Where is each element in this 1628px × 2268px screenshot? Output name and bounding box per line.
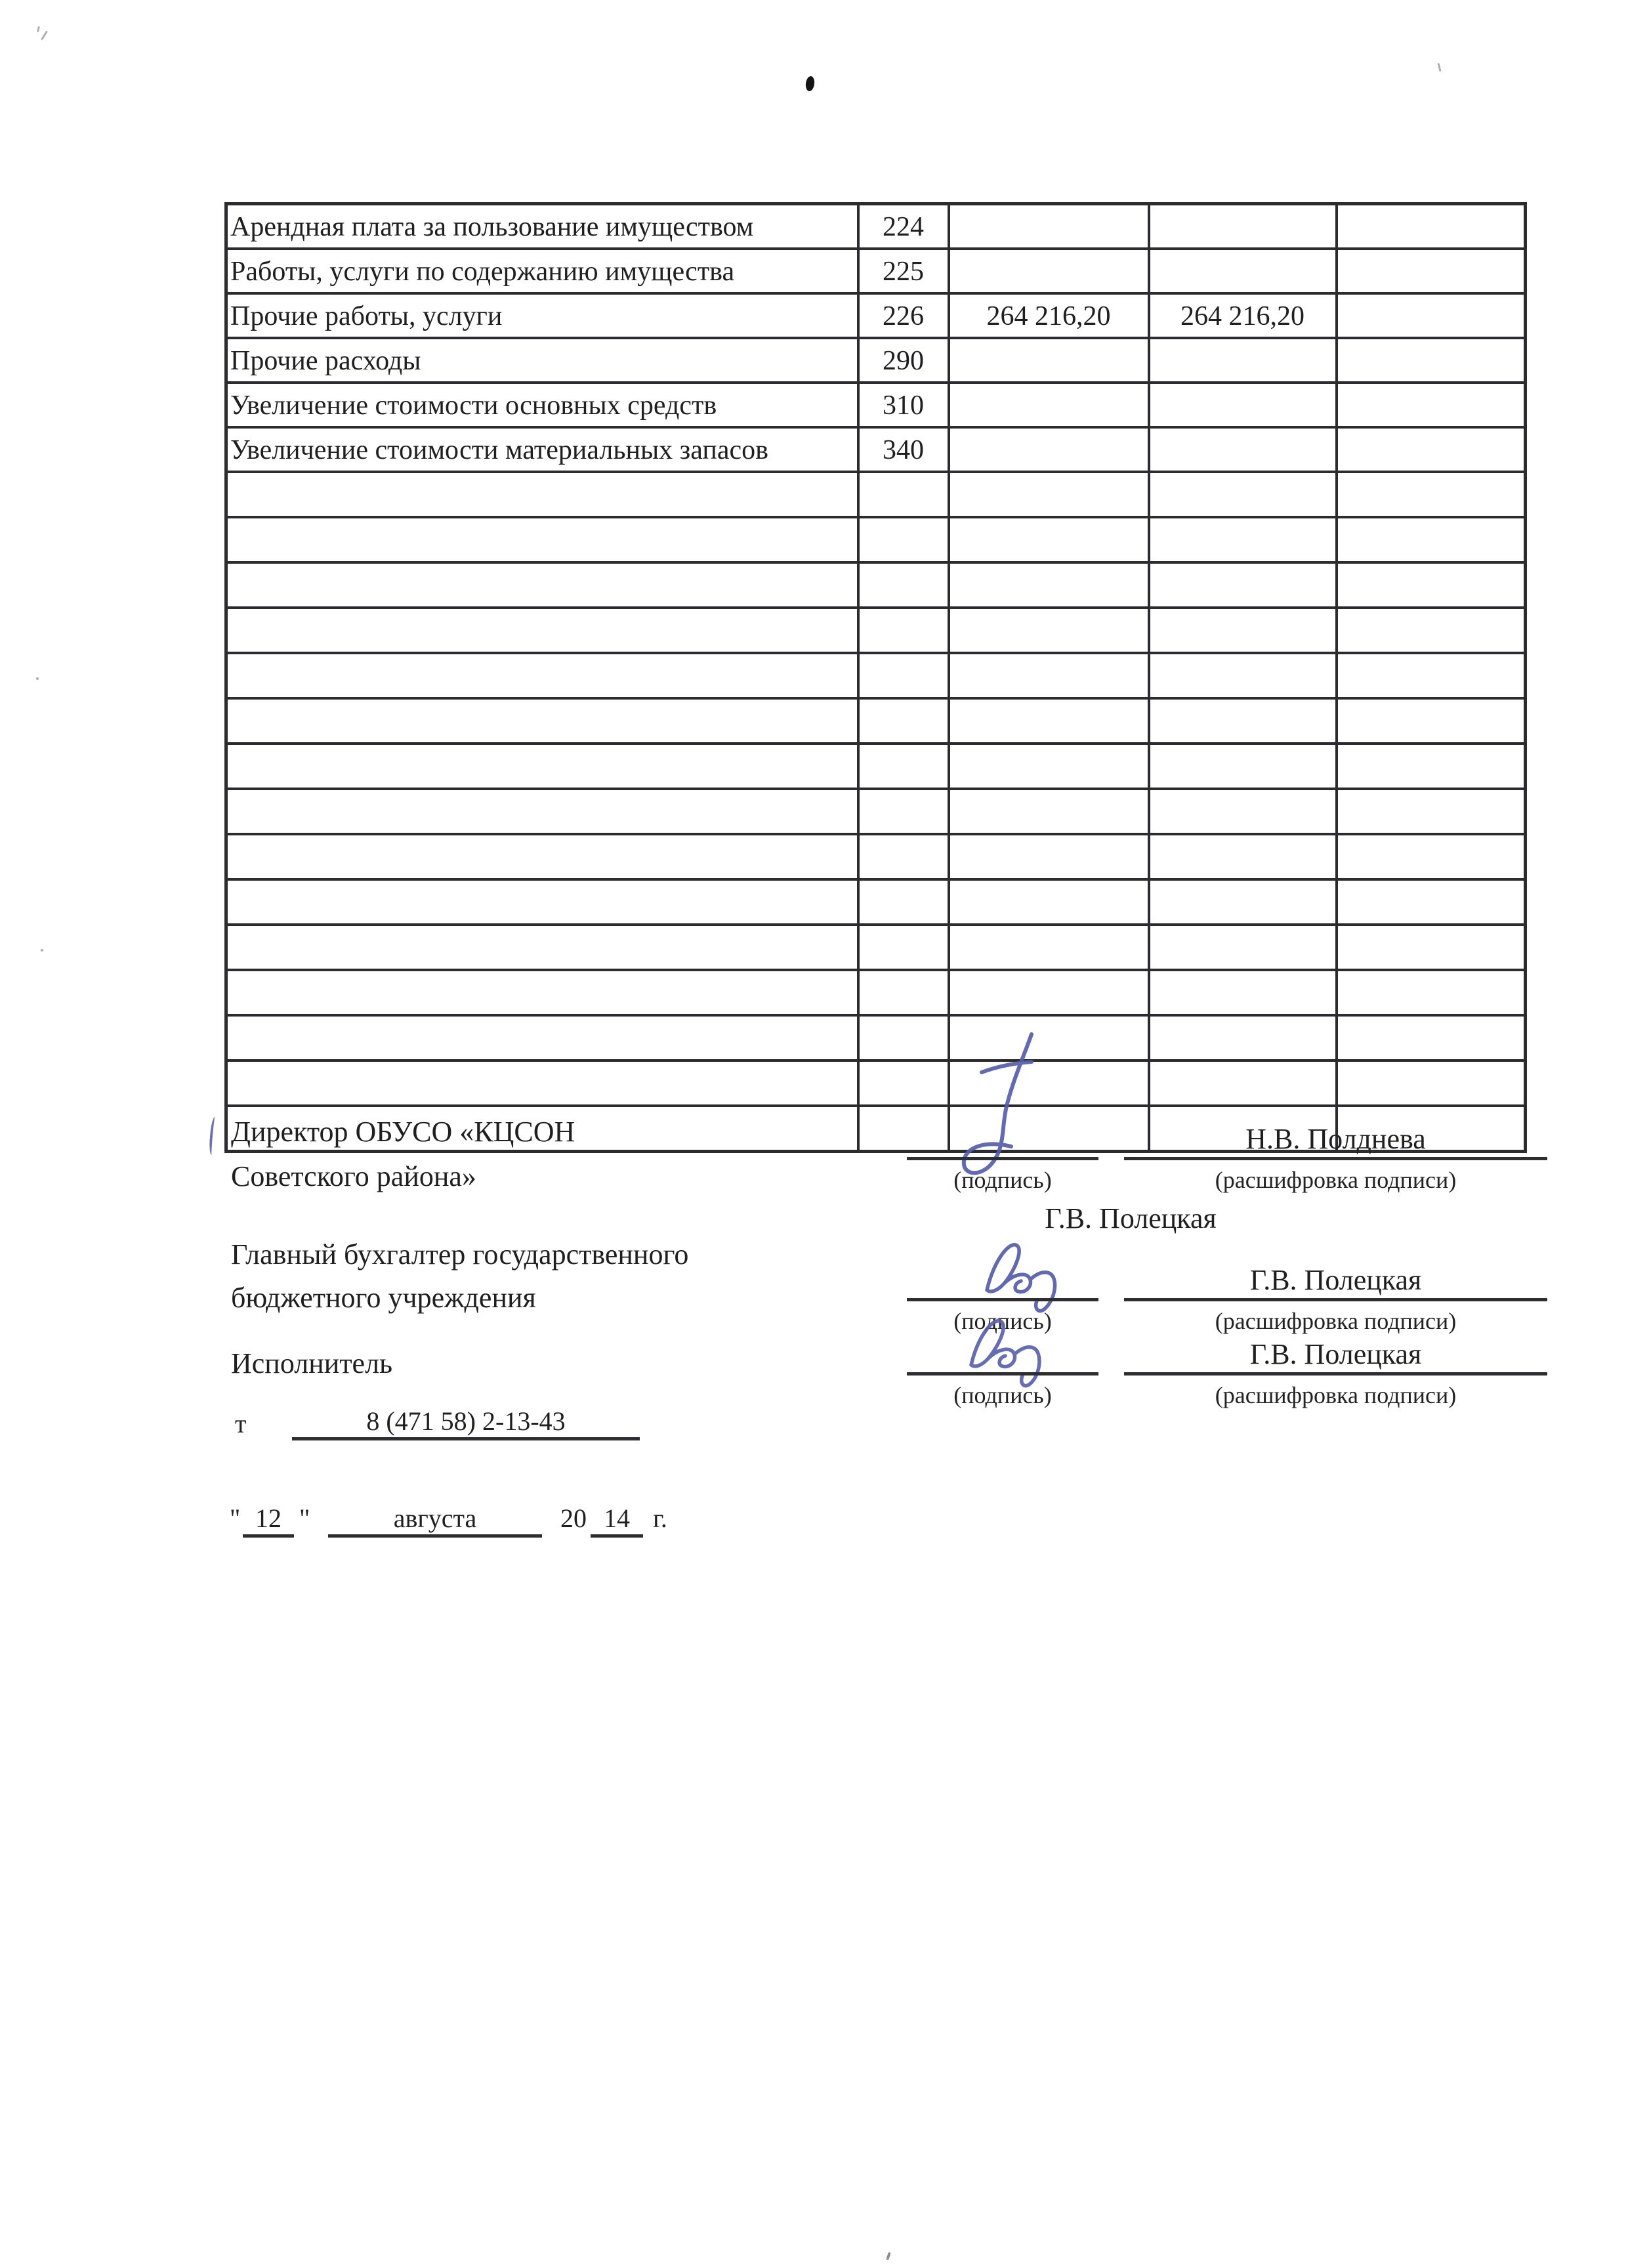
- amount-cell: [1337, 293, 1526, 338]
- decode-label: (расшифровка подписи): [1215, 1167, 1457, 1193]
- sign-label: (подпись): [953, 1382, 1052, 1408]
- executor-title: Исполнитель: [231, 1347, 393, 1379]
- code-cell: 290: [858, 338, 949, 383]
- expense-name-cell: Прочие расходы: [226, 338, 858, 383]
- director-name: Н.В. Полднева: [1245, 1123, 1426, 1155]
- empty-table-row: [226, 1060, 1526, 1106]
- amount-cell: [1337, 427, 1526, 472]
- amount-cell: [1337, 249, 1526, 293]
- chief-accountant-title-line1: Главный бухгалтер государственного: [231, 1238, 689, 1270]
- executor-name: Г.В. Полецкая: [1249, 1338, 1422, 1370]
- decode-label: (расшифровка подписи): [1215, 1308, 1457, 1334]
- scan-speck: [36, 677, 39, 680]
- table-row: [226, 293, 1526, 338]
- director-title-line2: Советского района»: [231, 1160, 476, 1192]
- scan-speck: [1437, 63, 1441, 72]
- table-row: [226, 338, 1526, 383]
- scan-speck: [41, 949, 43, 952]
- director-sign-line: [907, 1157, 1098, 1160]
- table-row: [226, 427, 1526, 472]
- sign-label: (подпись): [953, 1308, 1052, 1334]
- scan-speck: [41, 30, 48, 40]
- chief-accountant-title-line2: бюджетного учреждения: [231, 1282, 536, 1314]
- phone-number: 8 (471 58) 2-13-43: [292, 1406, 640, 1440]
- executor-sign-line: [907, 1372, 1098, 1376]
- code-cell: 225: [858, 249, 949, 293]
- empty-table-row: [226, 834, 1526, 879]
- scan-speck: [37, 26, 40, 32]
- date-month: августа: [328, 1503, 542, 1538]
- date-close-quote: ": [299, 1503, 310, 1533]
- code-cell: 310: [858, 383, 949, 427]
- code-cell: 224: [858, 204, 949, 249]
- amount-cell: [1149, 249, 1337, 293]
- sign-label: (подпись): [953, 1167, 1052, 1193]
- chief-accountant-decode-line: [1124, 1298, 1547, 1301]
- amount-cell: [1337, 383, 1526, 427]
- amount-cell: [949, 249, 1149, 293]
- executor-decode-line: [1124, 1372, 1547, 1376]
- scan-dot-artifact: [804, 75, 815, 92]
- budget-table: [224, 202, 1527, 1153]
- empty-table-row: [226, 562, 1526, 608]
- amount-cell: [1149, 383, 1337, 427]
- director-decode-line: [1124, 1157, 1547, 1160]
- amount-cell: [1149, 427, 1337, 472]
- empty-table-row: [226, 608, 1526, 653]
- scan-speck: [886, 2252, 891, 2261]
- amount-cell: [1149, 204, 1337, 249]
- expense-name-cell: Работы, услуги по содержанию имущества: [226, 249, 858, 293]
- empty-table-row: [226, 744, 1526, 789]
- date-year-prefix: 20: [560, 1503, 587, 1533]
- decode-label: (расшифровка подписи): [1215, 1382, 1457, 1408]
- amount-cell: [949, 338, 1149, 383]
- stray-name: Г.В. Полецкая: [1045, 1202, 1217, 1234]
- amount-cell: 264 216,20: [1149, 293, 1337, 338]
- chief-accountant-sign-line: [907, 1298, 1098, 1301]
- executor-signature-ink: [962, 1309, 1087, 1391]
- expense-name-cell: Арендная плата за пользование имуществом: [226, 204, 858, 249]
- code-cell: 226: [858, 293, 949, 338]
- amount-cell: [1337, 204, 1526, 249]
- empty-table-row: [226, 653, 1526, 698]
- amount-cell: [1337, 338, 1526, 383]
- empty-table-row: [226, 789, 1526, 834]
- chief-accountant-signature-ink: [979, 1232, 1104, 1314]
- empty-table-row: [226, 472, 1526, 517]
- date-open-quote: ": [230, 1503, 241, 1533]
- amount-cell: [949, 383, 1149, 427]
- table-row: [226, 383, 1526, 427]
- empty-table-row: [226, 517, 1526, 562]
- empty-table-row: [226, 970, 1526, 1015]
- table-row: [226, 204, 1526, 249]
- date-day: 12: [243, 1503, 294, 1538]
- code-cell: 340: [858, 427, 949, 472]
- amount-cell: [1149, 338, 1337, 383]
- chief-accountant-name: Г.В. Полецкая: [1249, 1264, 1422, 1296]
- director-signature-ink: [932, 1029, 1089, 1186]
- amount-cell: [949, 204, 1149, 249]
- expense-name-cell: Увеличение стоимости материальных запасов: [226, 427, 858, 472]
- director-title-line1: Директор ОБУСО «КЦСОН: [231, 1116, 575, 1148]
- amount-cell: 264 216,20: [949, 293, 1149, 338]
- date-year-suffix: 14: [591, 1503, 643, 1538]
- empty-table-row: [226, 698, 1526, 744]
- amount-cell: [949, 427, 1149, 472]
- empty-table-row: [226, 925, 1526, 970]
- date-year-unit: г.: [653, 1503, 667, 1533]
- empty-table-row: [226, 1015, 1526, 1060]
- empty-table-row: [226, 879, 1526, 925]
- phone-prefix: т: [235, 1409, 247, 1438]
- table-row: [226, 249, 1526, 293]
- expense-name-cell: Увеличение стоимости основных средств: [226, 383, 858, 427]
- ink-mark: [208, 1117, 218, 1156]
- expense-name-cell: Прочие работы, услуги: [226, 293, 858, 338]
